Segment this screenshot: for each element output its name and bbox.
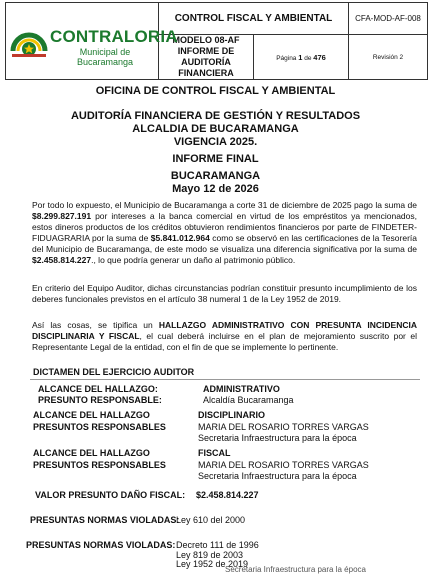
logo-cell [6,3,178,80]
divider [30,379,420,380]
header-page: Página 1 de 476 [254,35,349,80]
normas-1-value: Ley 610 del 2000 [176,515,246,525]
logo-name: CONTRALORIA [50,27,178,46]
contraloria-emblem-icon [10,25,48,59]
period-title: VIGENCIA 2025. [173,136,258,148]
resp-2-role: Secretaria Infraestructura para la época [198,433,357,443]
resp-2-name: MARIA DEL ROSARIO TORRES VARGAS [198,422,369,432]
normas-1-label: PRESUNTAS NORMAS VIOLADAS: [30,515,180,525]
valor-value: $2.458.814.227 [196,490,259,500]
logo-subtitle: Municipal de Bucaramanga [76,47,134,67]
office-title: OFICINA DE CONTROL FISCAL Y AMBIENTAL [95,85,336,97]
paragraph-summary: Por todo lo expuesto, el Municipio de Bucaramanga a corte 31 de diciembre de 2025 pago la suma de $8.299.827.191 por intereses a la banca comercial en virtud de los empréstitos ya mencionados, estos dineros productos de los créditos obtuvieron rendimientos financieros por parte de FINDETER-FIDUAGRARIA por la suma de $5.841.012.964 como se observó en las certificaciones de la Tesorería del Municipio de Bucaramanga, de este modo se visualiza una diferencia significativa por la suma de $2.458.814.227., lo que podría generar un daño al patrimonio público. [32,200,417,265]
normas-2-value-2: Ley 1952 de 2019 [176,559,249,569]
resp-3-name: MARIA DEL ROSARIO TORRES VARGAS [198,460,369,470]
entity-title: ALCALDIA DE BUCARAMANGA [132,123,299,135]
alcance-1-value: ADMINISTRATIVO [203,384,280,394]
valor-label: VALOR PRESUNTO DAÑO FISCAL: [35,490,186,500]
normas-2-value-1: Ley 819 de 2003 [176,550,244,560]
header-title: CONTROL FISCAL Y AMBIENTAL [159,3,349,35]
alcance-3-value: FISCAL [198,448,231,458]
header-table [5,2,428,80]
resp-1-value: Alcaldía Bucaramanga [203,395,294,405]
resp-2-label: PRESUNTOS RESPONSABLES [33,422,166,432]
header-code: CFA-MOD-AF-008 [349,3,428,35]
alcance-3-label: ALCANCE DEL HALLAZGO [33,448,150,458]
header-revision: Revisión 2 [349,35,428,80]
resp-3-role: Secretaria Infraestructura para la época [198,471,357,481]
city-title: BUCARAMANGA [170,170,261,182]
dictamen-title: DICTAMEN DEL EJERCICIO AUDITOR [33,367,195,377]
page-current: 1 [298,52,303,62]
header-model: MODELO 08-AF INFORME DE AUDITORÍA FINANCIERA [159,35,254,80]
report-title: INFORME FINAL [172,153,259,165]
document-header [5,2,428,78]
alcance-2-label: ALCANCE DEL HALLAZGO [33,410,150,420]
alcance-1-label: ALCANCE DEL HALLAZGO: [38,384,158,394]
paragraph-criteria: En criterio del Equipo Auditor, dichas circunstancias podrían constituir presunto incumplimiento de los deberes funcionales previstos en el artículo 38 numeral 1 de la Ley 1952 de 2019. [32,283,417,304]
audit-title: AUDITORÍA FINANCIERA DE GESTIÓN Y RESULTADOS [70,110,361,122]
footer-fragment: Secretaria Infraestructura para la época [225,565,366,574]
page-total: 476 [313,52,326,62]
contraloria-logo [6,6,178,76]
paragraph-finding: Así las cosas, se tipifica un HALLAZGO ADMINISTRATIVO CON PRESUNTA INCIDENCIA DISCIPLINARIA Y FISCAL, el cual deberá incluirse en el plan de mejoramiento suscrito por el Representante Legal de la entidad, con el fin de que se implemente lo pertinente. [32,320,417,352]
normas-2-label: PRESUNTAS NORMAS VIOLADAS: [26,540,176,550]
resp-3-label: PRESUNTOS RESPONSABLES [33,460,166,470]
resp-1-label: PRESUNTO RESPONSABLE: [38,395,162,405]
normas-2-value-0: Decreto 111 de 1996 [176,540,259,550]
date-title: Mayo 12 de 2026 [172,183,259,195]
alcance-2-value: DISCIPLINARIO [198,410,266,420]
